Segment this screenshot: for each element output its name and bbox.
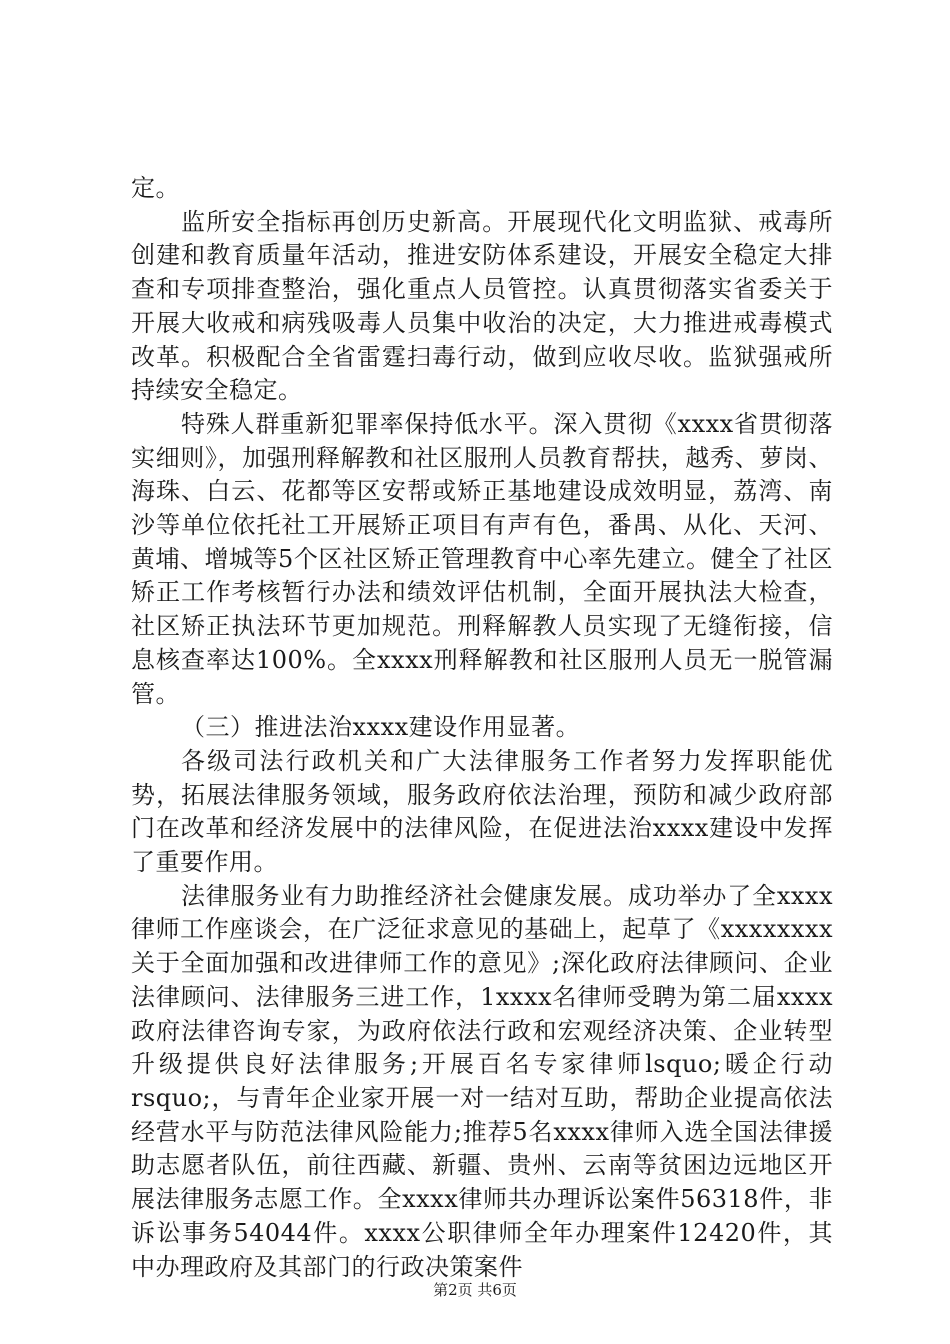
- paragraph-legal-services-economy: 法律服务业有力助推经济社会健康发展。成功举办了全xxxx律师工作座谈会，在广泛征求意见的基础上，起草了《xxxxxxxx关于全面加强和改进律师工作的意见》;深化政府法律顾问、企业法律顾问、法律服务三进工作，1xxxx名律师受聘为第二届xxxx政府法律咨询专家，为政府依法行政和宏观经济决策、企业转型升级提供良好法律服务;开展百名专家律师lsquo;暖企行动rsquo;，与青年企业家开展一对一结对互助，帮助企业提高依法经营水平与防范法律风险能力;推荐5名xxxx律师入选全国法律援助志愿者队伍，前往西藏、新疆、贵州、云南等贫困边远地区开展法律服务志愿工作。全xxxx律师共办理诉讼案件56318件，非诉讼事务54044件。xxxx公职律师全年办理案件12420件，其中办理政府及其部门的行政决策案件: [131, 881, 833, 1281]
- paragraph-continuation: 定。: [131, 174, 180, 202]
- page-footer: 第2页 共6页: [433, 1281, 517, 1299]
- paragraph-legal-services-role: 各级司法行政机关和广大法律服务工作者努力发挥职能优势，拓展法律服务领域，服务政府依法治理，预防和减少政府部门在改革和经济发展中的法律风险，在促进法治xxxx建设中发挥了重要作用。: [131, 746, 833, 877]
- paragraph-special-groups: 特殊人群重新犯罪率保持低水平。深入贯彻《xxxx省贯彻落实细则》，加强刑释解教和社区服刑人员教育帮扶，越秀、萝岗、海珠、白云、花都等区安帮或矫正基地建设成效明显，荔湾、南沙等单位依托社工开展矫正项目有声有色，番禺、从化、天河、黄埔、增城等5个区社区矫正管理教育中心率先建立。健全了社区矫正工作考核暂行办法和绩效评估机制，全面开展执法大检查，社区矫正执法环节更加规范。刑释解教人员实现了无缝衔接，信息核查率达100%。全xxxx刑释解教和社区服刑人员无一脱管漏管。: [131, 409, 833, 708]
- document-body: [131, 172, 833, 1284]
- paragraph-prison-safety: 监所安全指标再创历史新高。开展现代化文明监狱、戒毒所创建和教育质量年活动，推进安防体系建设，开展安全稳定大排查和专项排查整治，强化重点人员管控。认真贯彻落实省委关于开展大收戒和病残吸毒人员集中收治的决定，大力推进戒毒模式改革。积极配合全省雷霆扫毒行动，做到应收尽收。监狱强戒所持续安全稳定。: [131, 207, 833, 405]
- section-heading-rule-of-law: （三）推进法治xxxx建设作用显著。: [181, 713, 581, 742]
